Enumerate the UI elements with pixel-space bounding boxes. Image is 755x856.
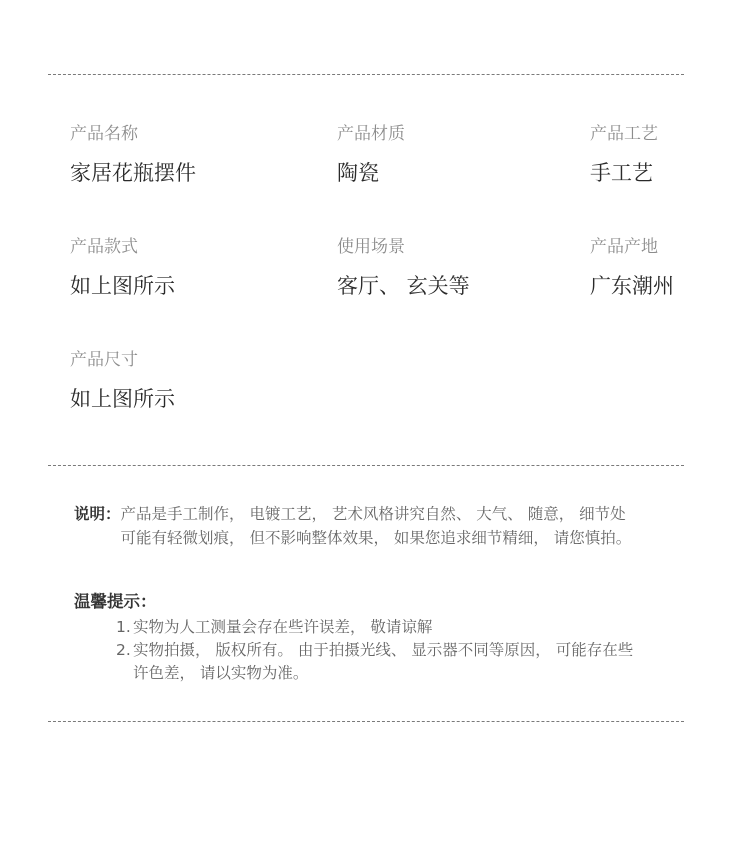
tips-list bbox=[116, 616, 633, 685]
spec-value: 广东潮州 bbox=[590, 274, 674, 298]
spec-style bbox=[70, 237, 175, 298]
spec-label: 产品产地 bbox=[590, 237, 658, 257]
description-line-1: 产品是手工制作， 电镀工艺， 艺术风格讲究自然、 大气、 随意， 细节处 bbox=[120, 505, 626, 523]
tip-number: 1. bbox=[116, 618, 131, 636]
spec-value: 家居花瓶摆件 bbox=[70, 161, 196, 185]
spec-label: 产品工艺 bbox=[590, 124, 658, 144]
spec-size bbox=[70, 350, 175, 411]
spec-product-name bbox=[70, 124, 196, 185]
spec-value: 如上图所示 bbox=[70, 387, 175, 411]
spec-label: 产品名称 bbox=[70, 124, 138, 144]
spec-label: 使用场景 bbox=[337, 237, 405, 257]
spec-value: 如上图所示 bbox=[70, 274, 175, 298]
spec-value: 客厅、 玄关等 bbox=[337, 274, 470, 298]
description-note bbox=[74, 502, 631, 550]
list-item bbox=[116, 616, 633, 639]
spec-usage-scene bbox=[337, 237, 470, 298]
spec-craft bbox=[590, 124, 658, 185]
tip-text-continued: 许色差， 请以实物为准。 bbox=[133, 664, 309, 682]
spec-label: 产品尺寸 bbox=[70, 350, 138, 370]
bottom-divider bbox=[48, 721, 684, 722]
description-heading: 说明： bbox=[74, 505, 121, 523]
spec-value: 陶瓷 bbox=[337, 161, 379, 185]
description-line-2: 可能有轻微划痕， 但不影响整体效果， 如果您追求细节精细， 请您慎拍。 bbox=[120, 529, 632, 547]
middle-divider bbox=[48, 465, 684, 466]
top-divider bbox=[48, 74, 684, 75]
tip-text: 实物拍摄， 版权所有。 由于拍摄光线、 显示器不同等原因， 可能存在些 bbox=[133, 641, 634, 659]
tip-text: 实物为人工测量会存在些许误差， 敬请谅解 bbox=[133, 618, 433, 636]
spec-material bbox=[337, 124, 405, 185]
spec-label: 产品材质 bbox=[337, 124, 405, 144]
spec-value: 手工艺 bbox=[590, 161, 653, 185]
tip-number: 2. bbox=[116, 641, 131, 659]
list-item bbox=[116, 639, 633, 685]
spec-origin bbox=[590, 237, 674, 298]
tips-title: 温馨提示： bbox=[74, 592, 157, 611]
spec-label: 产品款式 bbox=[70, 237, 138, 257]
